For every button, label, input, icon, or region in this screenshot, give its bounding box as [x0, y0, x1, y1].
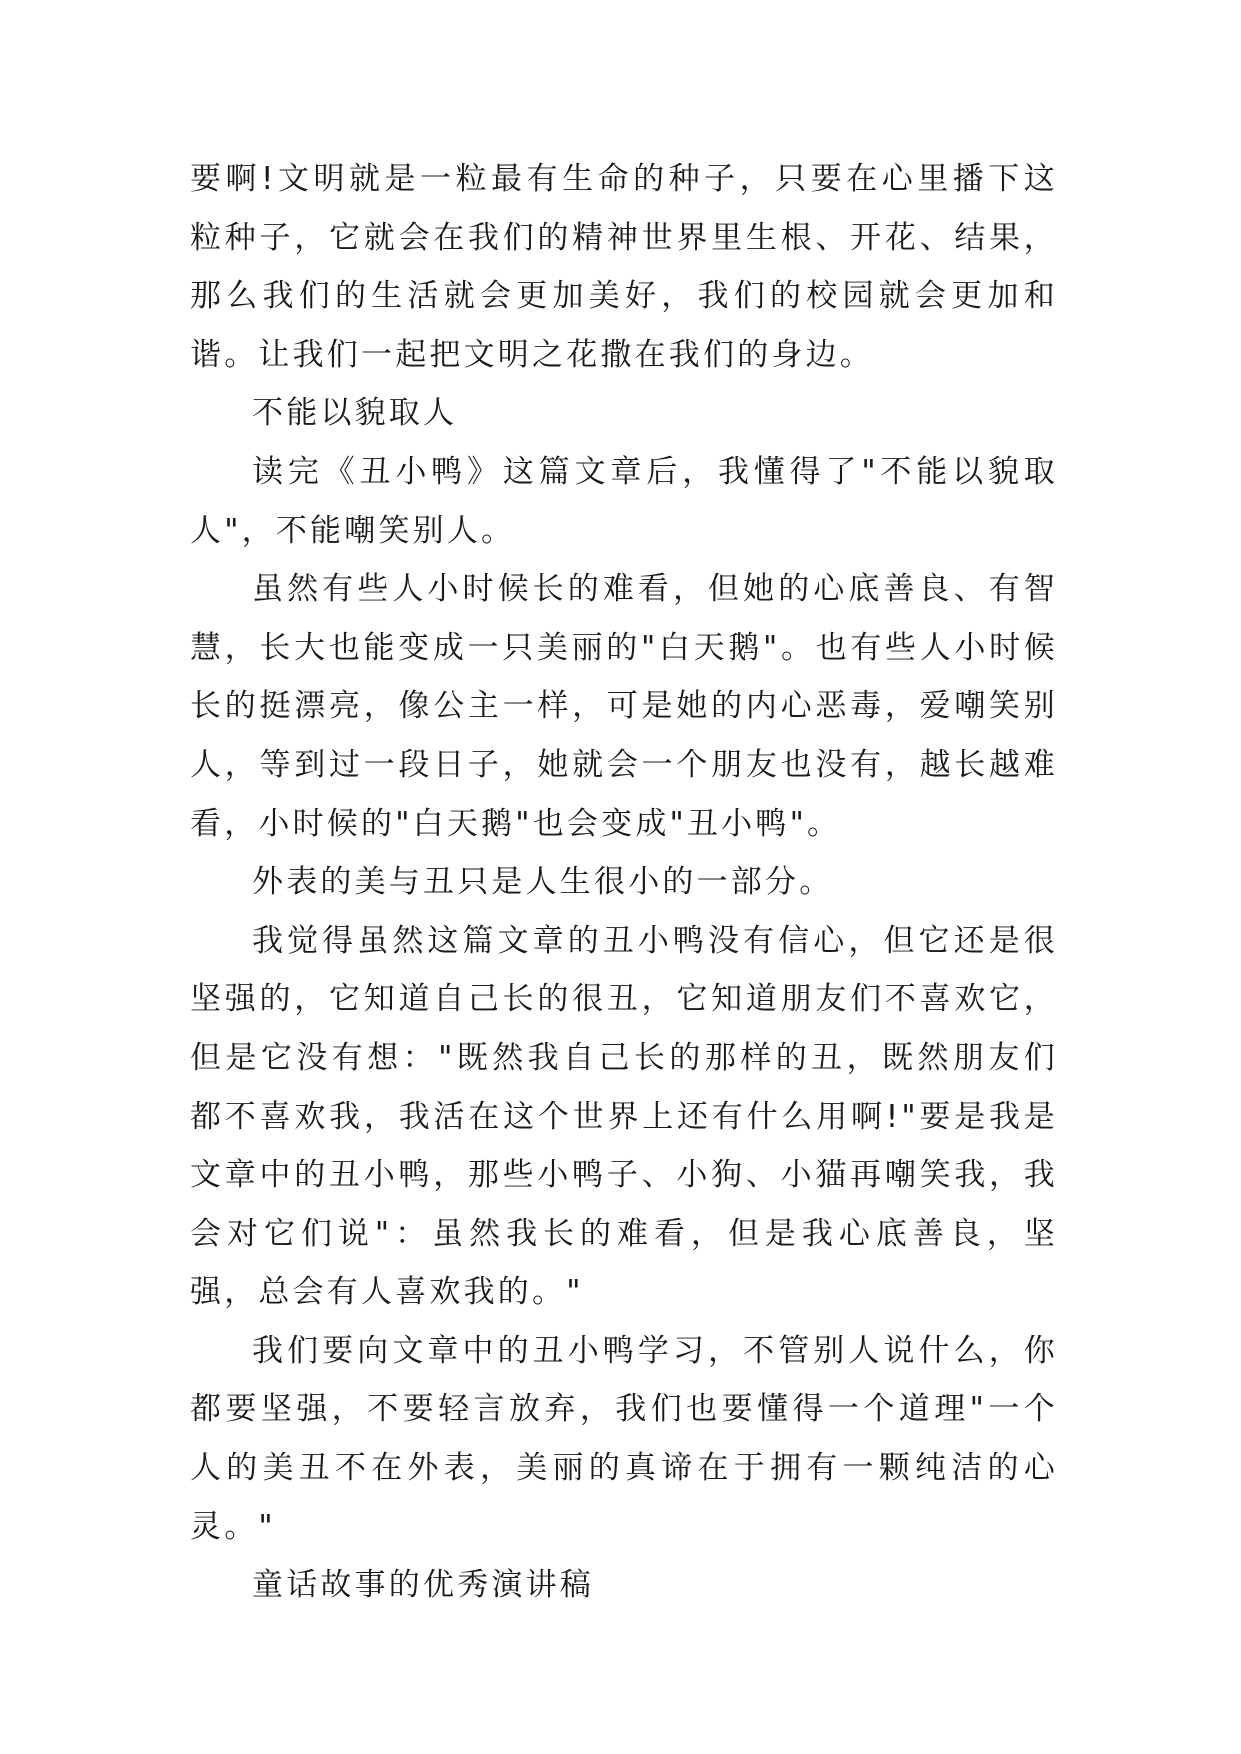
section-title-fairy-tale-speech: 童话故事的优秀演讲稿 — [252, 1567, 594, 1604]
paragraph-after-reading: 读完《丑小鸭》这篇文章后，我懂得了"不能以貌取人"，不能嘲笑别人。 — [190, 453, 1058, 549]
section-title-dont-judge-by-appearance: 不能以貌取人 — [252, 395, 458, 432]
paragraph-learn-from-duckling: 我们要向文章中的丑小鸭学习，不管别人说什么，你都要坚强，不要轻言放弃，我们也要懂得一个道理"一个人的美丑不在外表，美丽的真谛在于拥有一颗纯洁的心灵。" — [190, 1332, 1058, 1545]
paragraph-civilization-conclusion: 要啊!文明就是一粒最有生命的种子，只要在心里播下这粒种子，它就会在我们的精神世界里生根、开花、结果，那么我们的生活就会更加美好，我们的校园就会更加和谐。让我们一起把文明之花撒在我们的身边。 — [190, 161, 1058, 373]
paragraph-appearance-small-part: 外表的美与丑只是人生很小的一部分。 — [252, 864, 834, 901]
paragraph-ugly-and-beautiful: 虽然有些人小时候长的难看，但她的心底善良、有智慧，长大也能变成一只美丽的"白天鹅"。也有些人小时候长的挺漂亮，像公主一样，可是她的内心恶毒，爱嘲笑别人，等到过一段日子，她就会一个朋友也没有，越长越难看，小时候的"白天鹅"也会变成"丑小鸭"。 — [190, 571, 1058, 842]
paragraph-duckling-strong: 我觉得虽然这篇文章的丑小鸭没有信心，但它还是很坚强的，它知道自己长的很丑，它知道朋友们不喜欢它，但是它没有想："既然我自己长的那样的丑，既然朋友们都不喜欢我，我活在这个世界上还有什么用啊!"要是我是文章中的丑小鸭，那些小鸭子、小狗、小猫再嘲笑我，我会对它们说"：虽然我长的难看，但是我心底善良，坚强，总会有人喜欢我的。" — [190, 922, 1058, 1311]
document-body — [190, 150, 1058, 1615]
